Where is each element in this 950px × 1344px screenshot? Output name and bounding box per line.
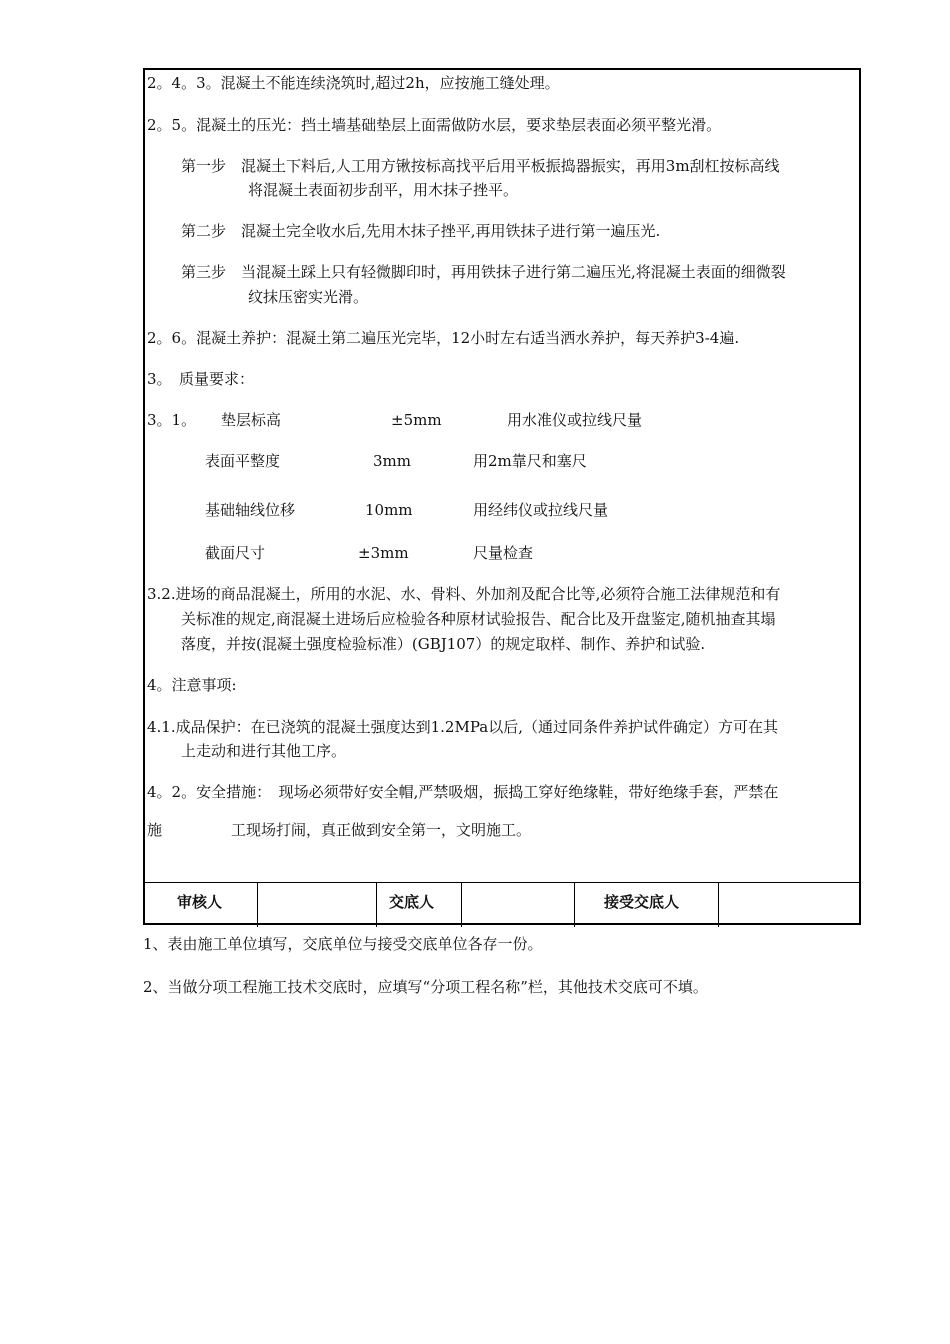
- text-line-4-1-cont: 上走动和进行其他工序。: [181, 742, 347, 760]
- quality-tolerance: 3mm: [373, 452, 411, 470]
- footnote-2: 2、当做分项工程施工技术交底时，应填写“分项工程名称”栏，其他技术交底可不填。: [143, 978, 708, 996]
- quality-method: 用2m靠尺和塞尺: [473, 452, 587, 470]
- footnote-1: 1、表由施工单位填写，交底单位与接受交底单位各存一份。: [143, 935, 543, 953]
- signature-row: [143, 882, 861, 927]
- text-line-2-5: 2。5。混凝土的压光：挡土墙基础垫层上面需做防水层，要求垫层表面必须平整光滑。: [147, 116, 722, 134]
- section-heading-notices: 4。注意事项:: [147, 676, 237, 694]
- quality-item: 截面尺寸: [205, 544, 266, 562]
- receiver-label: 接受交底人: [604, 893, 680, 911]
- quality-method: 尺量检查: [473, 544, 534, 562]
- reviewer-label: 审核人: [177, 893, 223, 911]
- text-line-3-2-cont1: 关标准的规定,商混凝土进场后应检验各种原材试验报告、配合比及开盘鉴定,随机抽查其塌: [181, 610, 776, 628]
- divider: [376, 883, 377, 927]
- text-line-step1: 第一步 混凝土下料后,人工用方锹按标高找平后用平板振捣器振实，再用3m刮杠按标高线: [181, 157, 780, 175]
- text-line-4-2-cont: 工现场打闹，真正做到安全第一，文明施工。: [231, 821, 532, 839]
- discloser-label: 交底人: [389, 893, 435, 911]
- text-line-2-4-3: 2。4。3。混凝土不能连续浇筑时,超过2h，应按施工缝处理。: [147, 74, 560, 92]
- divider: [257, 883, 258, 927]
- text-line-4-2: 4。2。安全措施： 现场必须带好安全帽,严禁吸烟，振捣工穿好绝缘鞋，带好绝缘手套，严禁在: [147, 783, 779, 801]
- text-line-step2: 第二步 混凝土完全收水后,先用木抹子挫平,再用铁抹子进行第一遍压光.: [181, 222, 661, 240]
- quality-method: 用水准仪或拉线尺量: [507, 411, 643, 429]
- text-line-3-2: 3.2.进场的商品混凝土，所用的水泥、水、骨料、外加剂及配合比等,必须符合施工法律规范和有: [147, 585, 781, 603]
- text-line-3-2-cont2: 落度，并按(混凝土强度检验标准）(GBJ107）的规定取样、制作、养护和试验.: [181, 635, 706, 653]
- divider: [718, 883, 719, 927]
- divider: [574, 883, 575, 927]
- text-line-2-6: 2。6。混凝土养护：混凝土第二遍压光完毕，12小时左右适当洒水养护，每天养护3-4遍.: [147, 329, 740, 347]
- text-line-step3: 第三步 当混凝土踩上只有轻微脚印时，再用铁抹子进行第二遍压光,将混凝土表面的细微裂: [181, 263, 786, 281]
- divider: [461, 883, 462, 927]
- quality-method: 用经纬仪或拉线尺量: [473, 501, 609, 519]
- section-heading-quality: 3。 质量要求：: [147, 370, 255, 388]
- quality-tolerance: 10mm: [365, 501, 413, 519]
- quality-tolerance: ±3mm: [358, 544, 409, 562]
- text-line-4-2-cont-start: 施: [147, 821, 163, 839]
- text-line-step1-cont: 将混凝土表面初步刮平，用木抹子挫平。: [248, 181, 519, 199]
- text-line-step3-cont: 纹抹压密实光滑。: [248, 288, 369, 306]
- quality-prefix: 3。1。: [147, 411, 197, 429]
- text-line-4-1: 4.1.成品保护：在已浇筑的混凝土强度达到1.2MPa以后,（通过同条件养护试件确定）方可在其: [147, 718, 778, 736]
- quality-item: 垫层标高: [221, 411, 282, 429]
- quality-tolerance: ±5mm: [391, 411, 442, 429]
- quality-item: 基础轴线位移: [205, 501, 296, 519]
- quality-item: 表面平整度: [205, 452, 281, 470]
